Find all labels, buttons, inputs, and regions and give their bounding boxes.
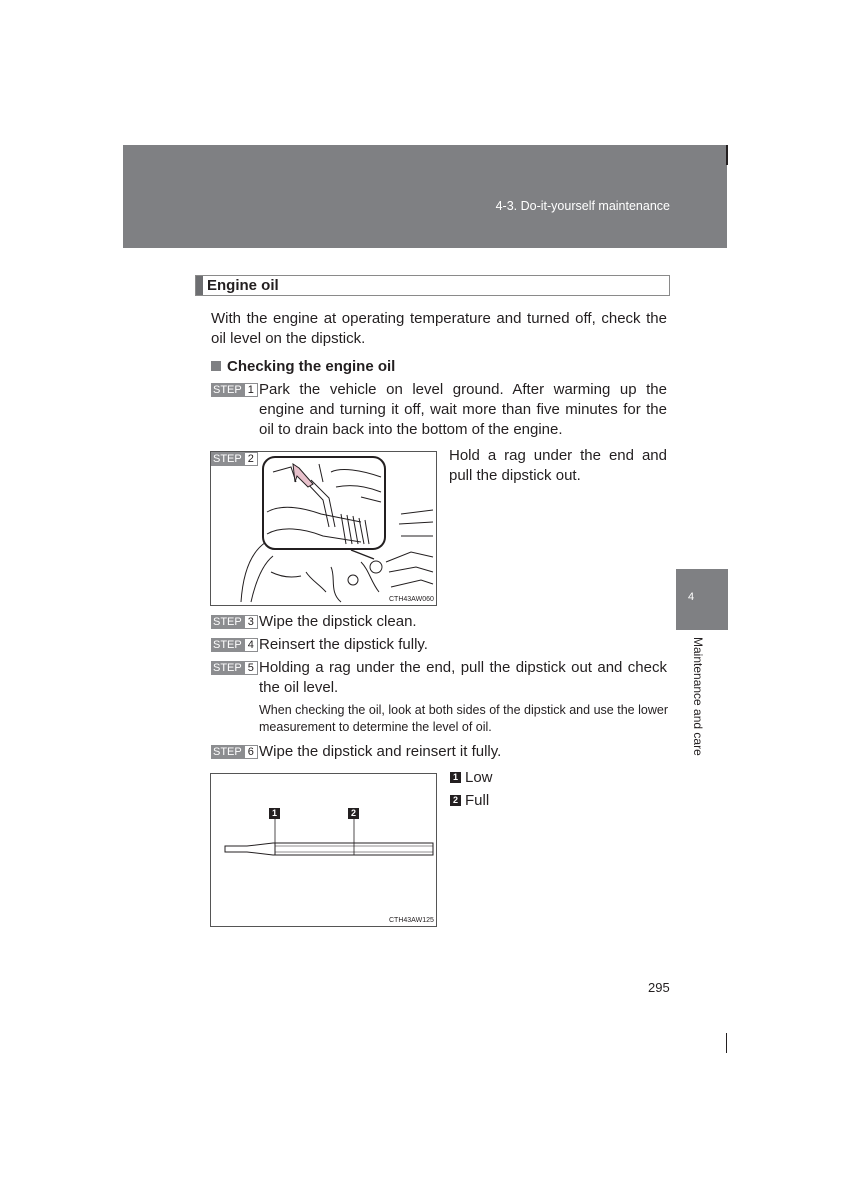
step-label: STEP (213, 384, 242, 396)
step-label: STEP (213, 662, 242, 674)
subheading (211, 358, 395, 375)
step-number: 2 (244, 452, 258, 466)
step-3-text: Wipe the dipstick clean. (259, 613, 417, 630)
header-band (123, 145, 727, 248)
header-section-title: 4-3. Do-it-yourself maintenance (495, 199, 670, 213)
subheading-text: Checking the engine oil (227, 358, 396, 375)
step-4-text: Reinsert the dipstick fully. (259, 636, 428, 653)
engine-figure (210, 451, 437, 606)
legend-label: Full (465, 792, 490, 809)
section-title: Engine oil (207, 277, 279, 294)
chapter-tab (676, 569, 728, 630)
step-label: STEP (213, 639, 242, 651)
step-2-text: Hold a rag under the end and pull the dipstick out. (449, 447, 667, 484)
engine-illustration (211, 452, 436, 605)
step-label: STEP (213, 453, 242, 465)
step-5-text: Holding a rag under the end, pull the dipstick out and check the oil level. (259, 659, 667, 696)
step-number: 6 (244, 745, 258, 759)
step-badge-3 (211, 615, 258, 629)
step-number: 5 (244, 661, 258, 675)
step-badge-6 (211, 745, 258, 759)
intro-paragraph: With the engine at operating temperature and turned off, check the oil level on the dipstick. (211, 310, 667, 347)
legend-label: Low (465, 769, 493, 786)
step-number: 3 (244, 615, 258, 629)
step-6-text: Wipe the dipstick and reinsert it fully. (259, 743, 502, 760)
step-badge-4 (211, 638, 258, 652)
page-number: 295 (648, 980, 670, 995)
step-badge-5 (211, 661, 258, 675)
dipstick-figure-code: CTH43AW125 (389, 917, 434, 924)
step-label: STEP (213, 616, 242, 628)
chapter-number: 4 (688, 591, 695, 603)
step-number: 4 (244, 638, 258, 652)
section-heading-bar (196, 276, 203, 295)
crop-mark-top (726, 145, 728, 165)
step-badge-1 (211, 383, 258, 397)
step-number: 1 (244, 383, 258, 397)
step-5-note: When checking the oil, look at both sides of the dipstick and use the lower measurement to determine the level of oil. (259, 703, 668, 734)
legend-full (450, 792, 489, 809)
full-marker-badge: 2 (348, 808, 359, 819)
legend-badge: 1 (450, 772, 461, 783)
section-heading (195, 275, 670, 296)
step-badge-2 (211, 452, 258, 466)
square-bullet-icon (211, 361, 221, 371)
crop-mark-bottom (726, 1033, 727, 1053)
chapter-title: Maintenance and care (691, 637, 705, 756)
step-1-text: Park the vehicle on level ground. After warming up the engine and turning it off, wait more than five minutes for the oil to drain back into the bottom of the engine. (259, 381, 667, 438)
dipstick-illustration (211, 774, 436, 926)
dipstick-figure (210, 773, 437, 927)
engine-figure-code: CTH43AW060 (389, 596, 434, 603)
legend-low (450, 769, 493, 786)
low-marker-badge: 1 (269, 808, 280, 819)
step-label: STEP (213, 746, 242, 758)
legend-badge: 2 (450, 795, 461, 806)
